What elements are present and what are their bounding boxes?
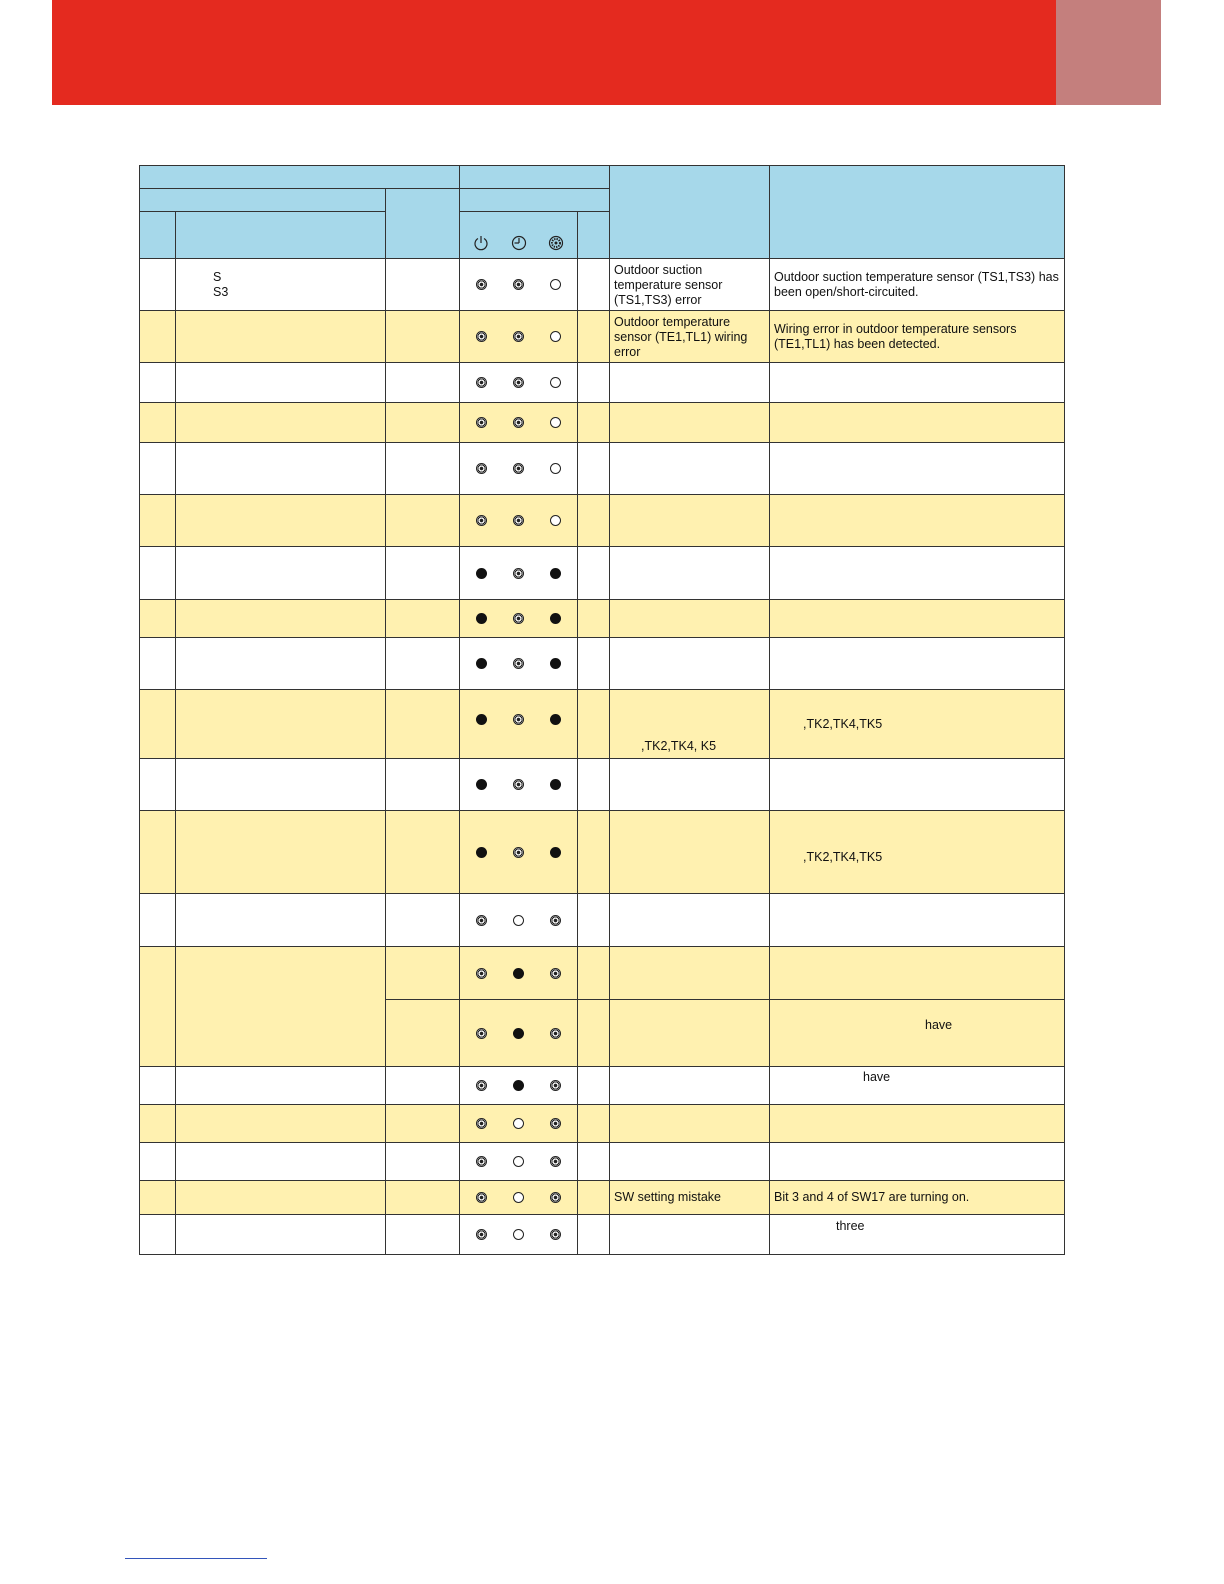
error-code-table bbox=[139, 165, 1065, 1255]
power-led bbox=[476, 1156, 487, 1167]
led-cell bbox=[460, 1105, 578, 1143]
description-cell: ,TK2,TK4,TK5 bbox=[770, 690, 1065, 759]
power-led bbox=[476, 463, 487, 474]
led-cell bbox=[460, 1000, 578, 1067]
operation-led bbox=[550, 1156, 561, 1167]
timer-led bbox=[513, 1192, 524, 1203]
operation-led bbox=[550, 968, 561, 979]
led-cell bbox=[460, 690, 578, 759]
header-cell-no bbox=[140, 212, 176, 259]
header-banner bbox=[52, 0, 1056, 105]
code-name-cell: S S3 bbox=[176, 259, 386, 311]
power-led bbox=[476, 1192, 487, 1203]
operation-led bbox=[550, 714, 561, 725]
table-row bbox=[140, 547, 1065, 600]
operation-led bbox=[550, 658, 561, 669]
power-led bbox=[476, 331, 487, 342]
description-cell: Outdoor suction temperature sensor (TS1,TS3) has been open/short-circuited. bbox=[770, 259, 1065, 311]
timer-led bbox=[513, 279, 524, 290]
timer-led bbox=[513, 1118, 524, 1129]
description-cell: have bbox=[770, 1000, 1065, 1067]
power-led bbox=[476, 417, 487, 428]
timer-led bbox=[513, 847, 524, 858]
operation-led bbox=[550, 331, 561, 342]
table-row bbox=[140, 1181, 1065, 1215]
operation-icon bbox=[548, 235, 564, 251]
led-cell bbox=[460, 443, 578, 495]
led-cell bbox=[460, 1067, 578, 1105]
timer-led bbox=[513, 1028, 524, 1039]
footer-link-underline[interactable] bbox=[125, 1558, 267, 1559]
header-cell-code-sub bbox=[140, 189, 386, 212]
led-cell bbox=[460, 947, 578, 1000]
led-cell bbox=[460, 547, 578, 600]
table-row bbox=[140, 1105, 1065, 1143]
cause-cell: Outdoor temperature sensor (TE1,TL1) wiring error bbox=[610, 311, 770, 363]
timer-icon bbox=[511, 235, 527, 251]
power-led bbox=[476, 1118, 487, 1129]
operation-led bbox=[550, 1080, 561, 1091]
power-led bbox=[476, 1229, 487, 1240]
operation-led bbox=[550, 568, 561, 579]
table-row bbox=[140, 894, 1065, 947]
power-led bbox=[476, 279, 487, 290]
led-cell bbox=[460, 403, 578, 443]
power-icon bbox=[473, 235, 489, 251]
header-row-1 bbox=[140, 166, 1065, 189]
operation-led bbox=[550, 1229, 561, 1240]
power-led bbox=[476, 613, 487, 624]
operation-led bbox=[550, 417, 561, 428]
table-row bbox=[140, 363, 1065, 403]
table-row bbox=[140, 638, 1065, 690]
led-cell bbox=[460, 1143, 578, 1181]
led-cell bbox=[460, 495, 578, 547]
led-cell bbox=[460, 638, 578, 690]
timer-led bbox=[513, 377, 524, 388]
cause-cell: SW setting mistake bbox=[610, 1181, 770, 1215]
description-cell: three bbox=[770, 1215, 1065, 1255]
timer-led bbox=[513, 968, 524, 979]
operation-led bbox=[550, 377, 561, 388]
description-cell: have bbox=[770, 1067, 1065, 1105]
timer-led bbox=[513, 613, 524, 624]
table-row bbox=[140, 311, 1065, 363]
led-cell bbox=[460, 259, 578, 311]
power-led bbox=[476, 714, 487, 725]
power-led bbox=[476, 568, 487, 579]
table-row bbox=[140, 759, 1065, 811]
operation-led bbox=[550, 1192, 561, 1203]
header-cell-led-sub bbox=[460, 189, 610, 212]
table-row bbox=[140, 1143, 1065, 1181]
operation-led bbox=[550, 515, 561, 526]
led-cell bbox=[460, 363, 578, 403]
timer-led bbox=[513, 1229, 524, 1240]
led-cell bbox=[460, 1215, 578, 1255]
description-cell: Bit 3 and 4 of SW17 are turning on. bbox=[770, 1181, 1065, 1215]
description-cell: Wiring error in outdoor temperature sensors (TE1,TL1) has been detected. bbox=[770, 311, 1065, 363]
operation-led bbox=[550, 779, 561, 790]
power-led bbox=[476, 377, 487, 388]
header-cell-name bbox=[176, 212, 386, 259]
header-cell-code-group bbox=[140, 166, 460, 189]
cause-cell: ,TK2,TK4, K5 bbox=[610, 690, 770, 759]
header-cell-description bbox=[770, 166, 1065, 259]
operation-led bbox=[550, 613, 561, 624]
header-cell-cause bbox=[610, 166, 770, 259]
operation-led bbox=[550, 915, 561, 926]
led-cell bbox=[460, 759, 578, 811]
power-led bbox=[476, 515, 487, 526]
table-row bbox=[140, 259, 1065, 311]
header-led-icons bbox=[460, 212, 578, 259]
power-led bbox=[476, 779, 487, 790]
power-led bbox=[476, 915, 487, 926]
timer-led bbox=[513, 1080, 524, 1091]
operation-led bbox=[550, 463, 561, 474]
power-led bbox=[476, 658, 487, 669]
table-row bbox=[140, 403, 1065, 443]
timer-led bbox=[513, 658, 524, 669]
timer-led bbox=[513, 779, 524, 790]
led-cell bbox=[460, 1181, 578, 1215]
table-row bbox=[140, 811, 1065, 894]
led-cell bbox=[460, 600, 578, 638]
header-cell-code-col bbox=[386, 189, 460, 259]
header-cell-led-group bbox=[460, 166, 610, 189]
table-row bbox=[140, 947, 1065, 1000]
cause-cell: Outdoor suction temperature sensor (TS1,TS3) error bbox=[610, 259, 770, 311]
table-row bbox=[140, 690, 1065, 759]
led-cell bbox=[460, 811, 578, 894]
timer-led bbox=[513, 463, 524, 474]
table-row bbox=[140, 600, 1065, 638]
timer-led bbox=[513, 568, 524, 579]
table-row bbox=[140, 1067, 1065, 1105]
timer-led bbox=[513, 915, 524, 926]
description-cell: ,TK2,TK4,TK5 bbox=[770, 811, 1065, 894]
header-cell-extra bbox=[578, 212, 610, 259]
operation-led bbox=[550, 1118, 561, 1129]
table-row bbox=[140, 495, 1065, 547]
led-cell bbox=[460, 311, 578, 363]
timer-led bbox=[513, 714, 524, 725]
power-led bbox=[476, 1028, 487, 1039]
table-row bbox=[140, 1215, 1065, 1255]
power-led bbox=[476, 847, 487, 858]
power-led bbox=[476, 968, 487, 979]
timer-led bbox=[513, 417, 524, 428]
timer-led bbox=[513, 1156, 524, 1167]
operation-led bbox=[550, 847, 561, 858]
operation-led bbox=[550, 279, 561, 290]
led-cell bbox=[460, 894, 578, 947]
timer-led bbox=[513, 331, 524, 342]
timer-led bbox=[513, 515, 524, 526]
header-banner-tab bbox=[1056, 0, 1161, 105]
table-row bbox=[140, 443, 1065, 495]
operation-led bbox=[550, 1028, 561, 1039]
power-led bbox=[476, 1080, 487, 1091]
